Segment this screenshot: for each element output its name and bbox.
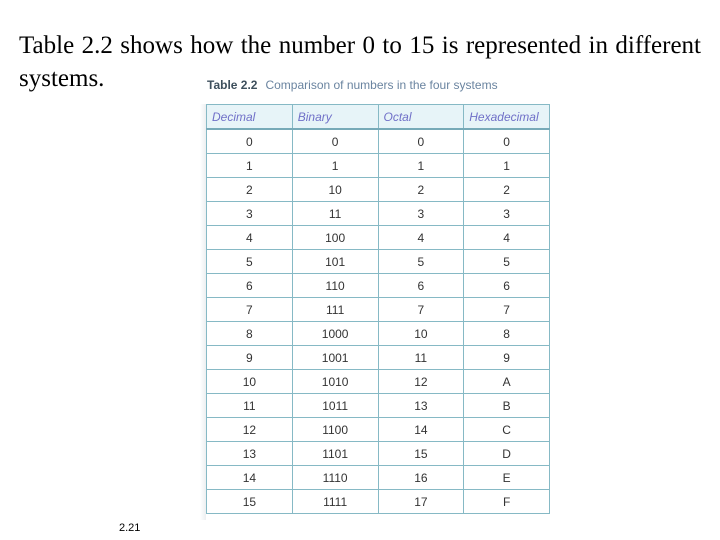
table-row [207,322,550,346]
header-octal: Octal [378,105,464,130]
table-row [207,370,550,394]
cell-decimal: 2 [207,178,293,202]
table-row [207,418,550,442]
cell-binary: 1100 [292,418,378,442]
page-number: 2.21 [119,522,141,534]
cell-octal: 16 [378,466,464,490]
cell-binary: 1010 [292,370,378,394]
cell-hexadecimal: 7 [464,298,550,322]
cell-octal: 11 [378,346,464,370]
cell-hexadecimal: 5 [464,250,550,274]
cell-hexadecimal: 8 [464,322,550,346]
cell-binary: 1 [292,154,378,178]
cell-binary: 1000 [292,322,378,346]
cell-decimal: 4 [207,226,293,250]
number-systems-table [206,104,550,514]
cell-hexadecimal: 2 [464,178,550,202]
table-row [207,298,550,322]
cell-octal: 0 [378,129,464,154]
cell-hexadecimal: D [464,442,550,466]
cell-decimal: 5 [207,250,293,274]
table-row [207,346,550,370]
cell-hexadecimal: 9 [464,346,550,370]
cell-binary: 11 [292,202,378,226]
cell-decimal: 1 [207,154,293,178]
table-row [207,226,550,250]
table-label: Table 2.2 [207,78,258,92]
cell-binary: 111 [292,298,378,322]
cell-octal: 4 [378,226,464,250]
cell-decimal: 0 [207,129,293,154]
cell-octal: 6 [378,274,464,298]
cell-hexadecimal: 1 [464,154,550,178]
table-row [207,466,550,490]
table-row [207,202,550,226]
header-binary: Binary [292,105,378,130]
table-row [207,154,550,178]
header-decimal: Decimal [207,105,293,130]
cell-hexadecimal: A [464,370,550,394]
cell-hexadecimal: 3 [464,202,550,226]
cell-octal: 12 [378,370,464,394]
table-row [207,129,550,154]
cell-decimal: 10 [207,370,293,394]
table-header-row [207,105,550,130]
table-row [207,250,550,274]
table-caption-text: Comparison of numbers in the four systems [265,78,498,92]
cell-binary: 10 [292,178,378,202]
cell-binary: 1110 [292,466,378,490]
cell-octal: 13 [378,394,464,418]
cell-decimal: 11 [207,394,293,418]
cell-binary: 1111 [292,490,378,514]
cell-octal: 14 [378,418,464,442]
cell-octal: 2 [378,178,464,202]
cell-decimal: 12 [207,418,293,442]
cell-decimal: 3 [207,202,293,226]
table-row [207,394,550,418]
cell-binary: 110 [292,274,378,298]
cell-decimal: 8 [207,322,293,346]
cell-decimal: 13 [207,442,293,466]
cell-hexadecimal: F [464,490,550,514]
cell-decimal: 7 [207,298,293,322]
table-row [207,274,550,298]
cell-octal: 5 [378,250,464,274]
cell-hexadecimal: E [464,466,550,490]
cell-hexadecimal: 0 [464,129,550,154]
cell-octal: 15 [378,442,464,466]
cell-octal: 1 [378,154,464,178]
table-row [207,442,550,466]
cell-binary: 100 [292,226,378,250]
header-hexadecimal: Hexadecimal [464,105,550,130]
cell-hexadecimal: 4 [464,226,550,250]
cell-octal: 3 [378,202,464,226]
table-row [207,490,550,514]
cell-decimal: 15 [207,490,293,514]
cell-hexadecimal: 6 [464,274,550,298]
cell-binary: 0 [292,129,378,154]
table-caption [207,78,498,92]
intro-paragraph: Table 2.2 shows how the number 0 to 15 is represented in different systems. [19,32,701,92]
cell-decimal: 9 [207,346,293,370]
table-row [207,178,550,202]
cell-decimal: 6 [207,274,293,298]
cell-hexadecimal: C [464,418,550,442]
cell-binary: 1101 [292,442,378,466]
cell-octal: 10 [378,322,464,346]
cell-decimal: 14 [207,466,293,490]
cell-octal: 17 [378,490,464,514]
cell-binary: 1001 [292,346,378,370]
cell-hexadecimal: B [464,394,550,418]
cell-binary: 101 [292,250,378,274]
cell-octal: 7 [378,298,464,322]
cell-binary: 1011 [292,394,378,418]
table-body [207,129,550,514]
